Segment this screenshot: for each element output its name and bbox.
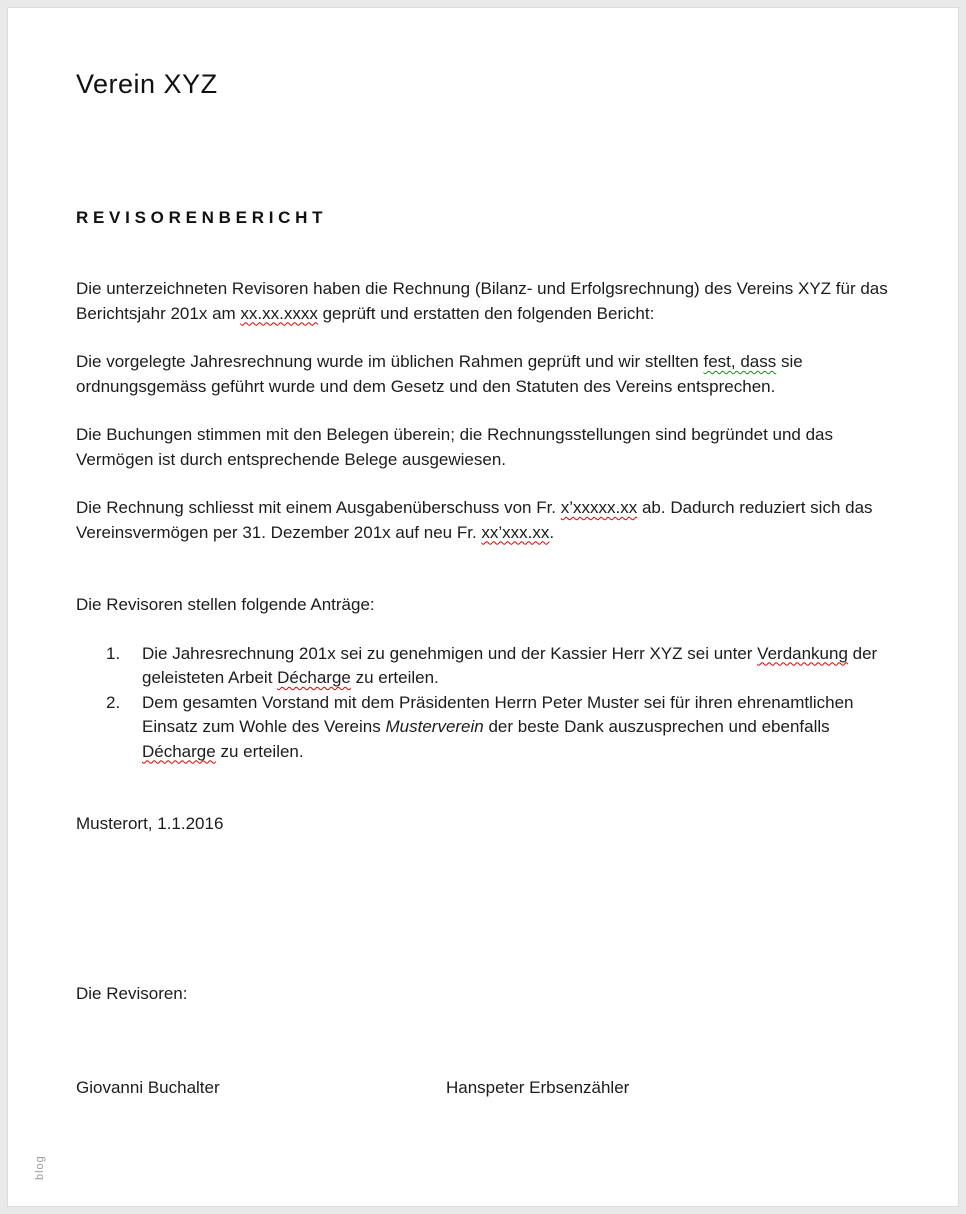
review-text-2: sie ordnungsgemäss geführt wurde und dem Gesetz und den Statuten des Vereins entsprechen.	[76, 352, 803, 396]
intro-text-2: geprüft und erstatten den folgenden Bericht:	[317, 303, 655, 323]
list-item	[106, 691, 894, 765]
signature-name-left: Giovanni Buchalter	[76, 1078, 220, 1097]
motion-2-seg-2: der beste Dank auszusprechen und ebenfalls	[483, 717, 830, 736]
spellcheck-word-decharge-2: Décharge	[142, 741, 216, 761]
report-heading: R E V I S O R E N B E R I C H T	[76, 208, 323, 227]
spellcheck-word-verdankung: Verdankung	[757, 643, 848, 663]
paragraph-review	[76, 350, 894, 399]
letter-page	[7, 7, 959, 1207]
review-text-1: Die vorgelegte Jahresrechnung wurde im üblichen Rahmen geprüft und wir stellten	[76, 352, 704, 371]
result-text-3: .	[549, 522, 555, 542]
result-text-2: ab. Dadurch reduziert sich das Vereinsvermögen per 31. Dezember 201x auf neu Fr.	[76, 498, 873, 542]
blog-watermark: blog	[34, 1155, 46, 1180]
paragraph-bookings	[76, 423, 894, 472]
motion-2-seg-3: zu erteilen.	[215, 741, 304, 761]
date-placeholder: xx.xx.xxxx	[240, 303, 318, 323]
paragraph-intro	[76, 277, 894, 326]
sender-name: Verein XYZ	[76, 69, 218, 99]
revisors-label: Die Revisoren:	[76, 983, 188, 1003]
list-number: 1.	[106, 643, 121, 663]
spellcheck-word-decharge-1: Décharge	[277, 668, 351, 687]
motion-2-seg-1: Dem gesamten Vorstand mit dem Präsidenten Herrn Peter Muster sei für ihren ehrenamtlichen Einsatz zum Wohle des Vereins	[142, 692, 854, 736]
letter-content	[76, 8, 894, 1101]
list-number: 2.	[106, 692, 121, 712]
intro-text-1: Die unterzeichneten Revisoren haben die Rechnung (Bilanz- und Erfolgsrechnung) des Vereins XYZ für das Berichtsjahr 201x am	[76, 279, 888, 323]
amount-placeholder-1: x’xxxxx.xx	[560, 498, 638, 517]
motion-1-text	[142, 642, 894, 691]
motions-intro-text: Die Revisoren stellen folgende Anträge:	[76, 595, 375, 614]
motion-1-seg-2: der geleisteten Arbeit	[142, 643, 878, 687]
signature-row	[76, 1076, 894, 1101]
motion-1-seg-1: Die Jahresrechnung 201x sei zu genehmigen und der Kassier Herr XYZ sei unter	[142, 643, 758, 663]
motion-1-seg-3: zu erteilen.	[350, 668, 439, 687]
grammar-flagged-text: fest, dass	[703, 352, 777, 371]
motion-2-text	[142, 691, 894, 765]
result-text-1: Die Rechnung schliesst mit einem Ausgabenüberschuss von Fr.	[76, 498, 561, 517]
amount-placeholder-2: xx’xxx.xx	[481, 522, 550, 542]
list-item	[106, 642, 894, 691]
place-and-date: Musterort, 1.1.2016	[76, 814, 224, 833]
bookings-text: Die Buchungen stimmen mit den Belegen überein; die Rechnungsstellungen sind begründet und das Vermögen ist durch entsprechende Belege ausgewiesen.	[76, 425, 834, 469]
signature-name-right: Hanspeter Erbsenzähler	[446, 1078, 630, 1097]
motions-list	[106, 642, 894, 765]
paragraph-result	[76, 496, 894, 545]
paragraph-motions-intro	[76, 593, 894, 618]
club-name-italic: Musterverein	[385, 717, 484, 736]
